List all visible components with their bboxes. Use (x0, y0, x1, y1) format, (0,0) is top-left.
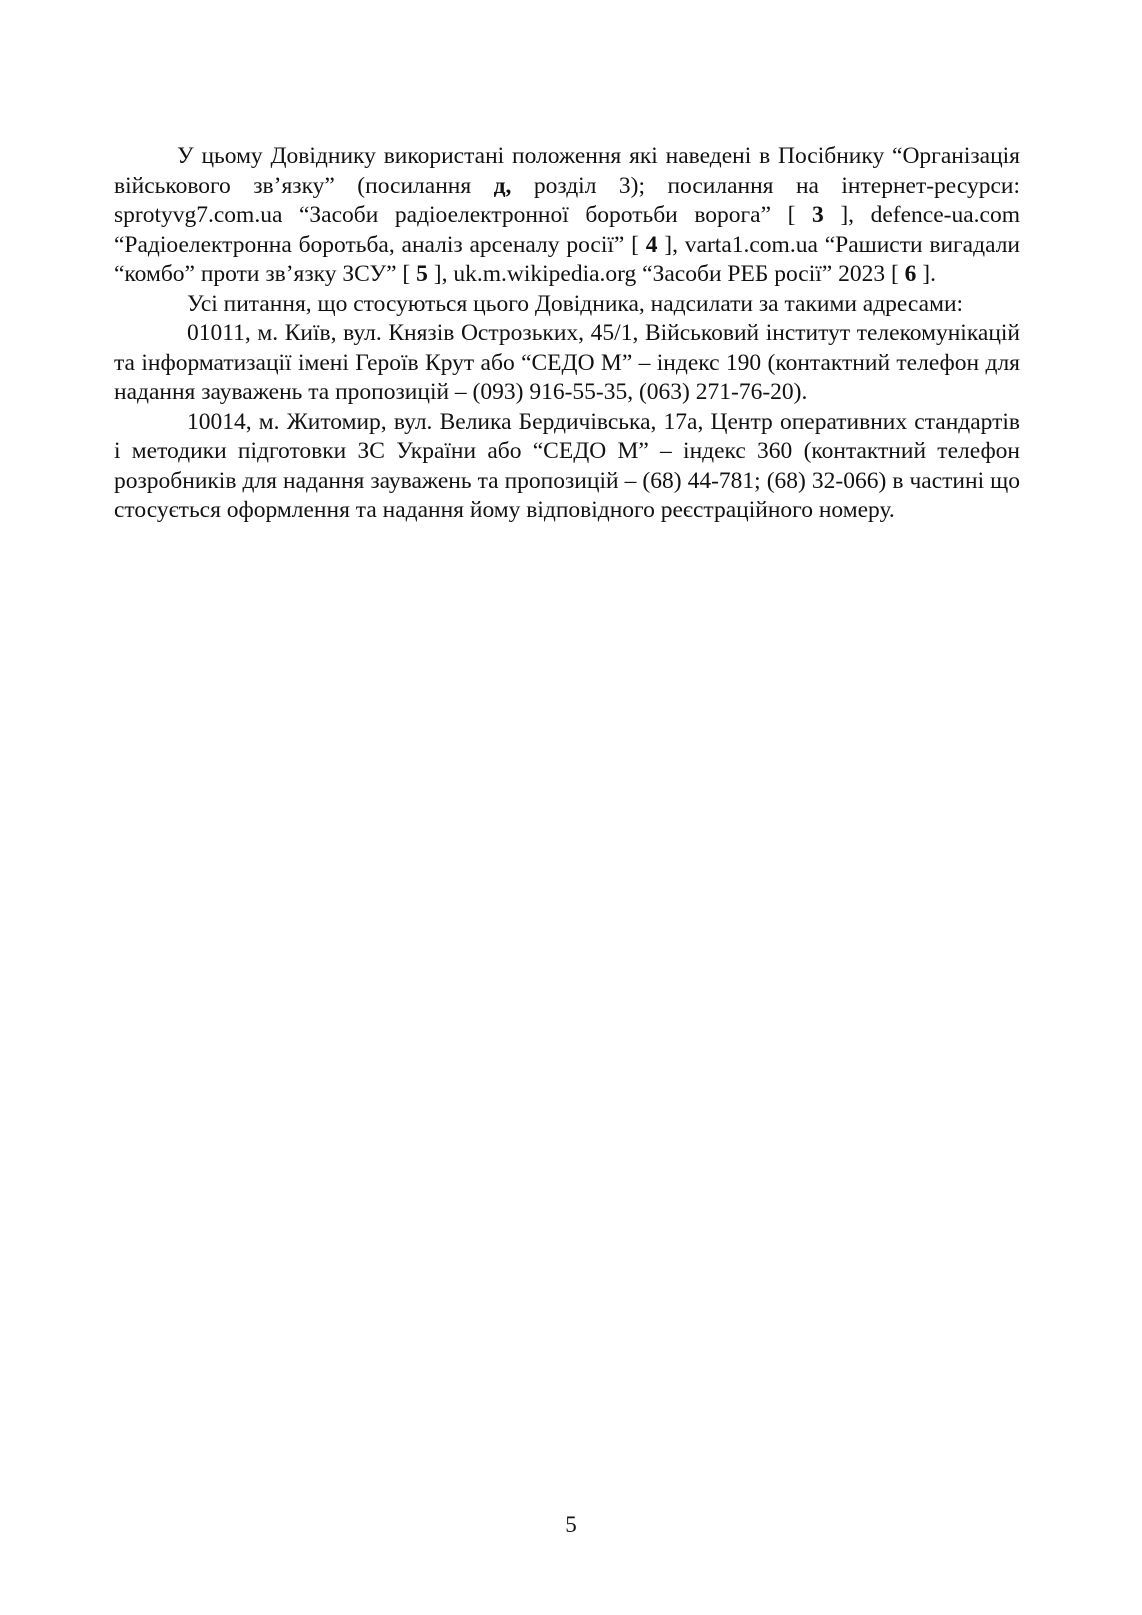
text: ]. (916, 261, 936, 287)
paragraph-address-zhytomyr: 10014, м. Житомир, вул. Велика Бердичівська, 17а, Центр оперативних стандартів і методики підготовки ЗС України або “СЕДО М” – індекс 360 (контактний телефон розробників для надання зауважень та пропозицій – (68) 44-781; (68) 32-066) в частині що стосується оформлення та надання йому відповідного реєстраційного номеру. (114, 408, 1020, 523)
text: ], uk.m.wikipedia.org “Засоби РЕБ росії” 2023 [ (427, 261, 905, 287)
paragraph-sources (114, 142, 1020, 290)
document-body (114, 142, 1020, 526)
paragraph-contact-intro: Усі питання, що стосуються цього Довідника, надсилати за такими адресами: (187, 290, 964, 317)
text: ], defence-ua.com “Радіоелектронна боротьба, аналіз арсеналу росії” [ (114, 202, 1020, 258)
text: У цьому Довіднику використані положення які наведені в Посібнику “Організація військового зв’язку” (посилання (114, 143, 1020, 199)
paragraph-address-kyiv: 01011, м. Київ, вул. Князів Острозьких, 45/1, Військовий інститут телекомунікацій та інформатизації імені Героїв Крут або “СЕДО М” – індекс 190 (контактний телефон для надання зауважень та пропозицій – (093) 916-55-35, (063) 271-76-20). (114, 320, 1020, 405)
reference-number: 4 (645, 231, 658, 258)
text: ], varta1.com.ua “Рашисти вигадали “комбо” проти зв’язку ЗСУ” [ (114, 231, 1021, 287)
reference-number: 5 (416, 261, 428, 287)
reference-number: 6 (904, 261, 917, 287)
reference-number: 3 (812, 202, 824, 228)
reference-bold: д, (493, 172, 512, 199)
page-number: 5 (565, 1512, 577, 1537)
text: розділ 3); посилання на інтернет-ресурси: sprotyvg7.com.ua “Засоби радіоелектронної боротьби ворога” [ (114, 172, 1020, 228)
